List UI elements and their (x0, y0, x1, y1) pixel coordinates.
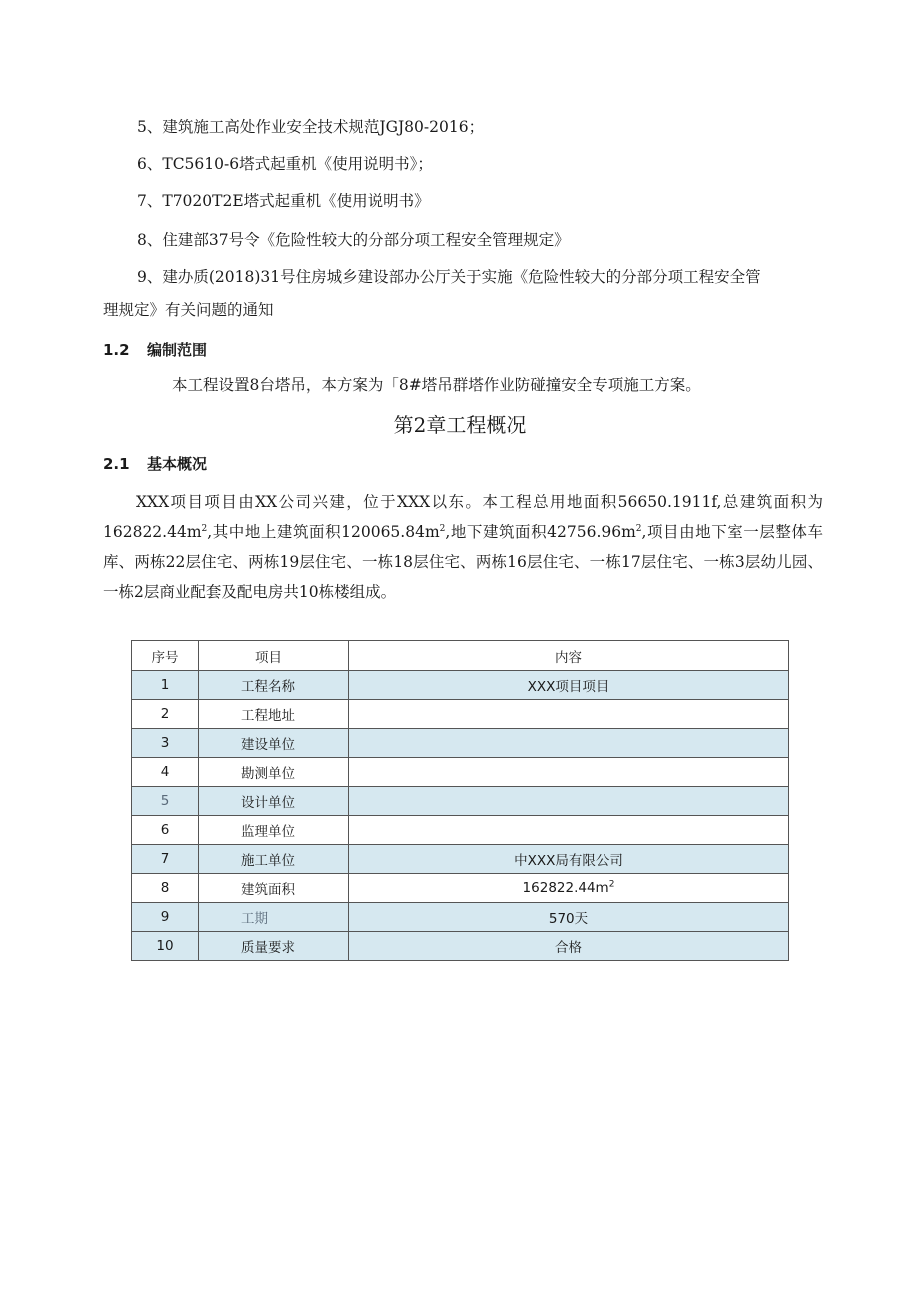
cell-content (349, 729, 789, 758)
header-no: 序号 (132, 641, 199, 671)
table-row (132, 932, 789, 961)
cell-item: 施工单位 (199, 845, 349, 874)
cell-content: XXX项目项目 (349, 671, 789, 700)
reference-item-7: 7、T7020T2E塔式起重机《使用说明书》 (137, 192, 430, 210)
cell-item: 建设单位 (199, 729, 349, 758)
cell-no: 3 (132, 729, 199, 758)
cell-item: 工程地址 (199, 700, 349, 729)
overview-text-part: ,其中地上建筑面积120065.84m (207, 523, 440, 541)
cell-no: 5 (132, 787, 199, 816)
cell-no: 8 (132, 874, 199, 903)
reference-item-6: 6、TC5610-6塔式起重机《使用说明书》； (137, 155, 433, 173)
cell-item: 工程名称 (199, 671, 349, 700)
cell-content: 570天 (349, 903, 789, 932)
superscript: 2 (635, 523, 642, 534)
reference-item-5: 5、建筑施工高处作业安全技术规范JGJ80-2016； (137, 118, 485, 136)
reference-item-9: 9、建办质(2018)31号住房城乡建设部办公厅关于实施《危险性较大的分部分项工程安全管 (137, 268, 761, 286)
cell-content (349, 787, 789, 816)
table-row (132, 845, 789, 874)
cell-no: 7 (132, 845, 199, 874)
header-content: 内容 (349, 641, 789, 671)
overview-text-part: ,项目由地下室一层整体车库、两栋22层住宅、两栋19层住宅、一栋18层住宅、两栋16层住宅、一栋17层住宅、一栋3层幼儿园、一栋2层商业配套及配电房共10栋楼组成。 (103, 523, 823, 601)
cell-content (349, 816, 789, 845)
section-number: 2.1 (103, 455, 130, 473)
cell-no: 10 (132, 932, 199, 961)
cell-content (349, 874, 789, 903)
cell-no: 2 (132, 700, 199, 729)
cell-item: 设计单位 (199, 787, 349, 816)
table-row (132, 758, 789, 787)
table-row (132, 787, 789, 816)
cell-item: 质量要求 (199, 932, 349, 961)
cell-no: 4 (132, 758, 199, 787)
area-value: 162822.44m (522, 880, 609, 896)
chapter-title: 第2章工程概况 (393, 413, 527, 437)
cell-content (349, 758, 789, 787)
overview-text-part: XXX项目项目由XX公司兴建，位于XXX以东。本工程总用地面积56650.1911f,总建筑面积为162822.44m (103, 493, 823, 541)
cell-item: 工期 (199, 903, 349, 932)
table-row (132, 729, 789, 758)
cell-content (349, 700, 789, 729)
cell-no: 1 (132, 671, 199, 700)
superscript: 2 (608, 879, 615, 890)
cell-item: 监理单位 (199, 816, 349, 845)
scope-text: 本工程设置8台塔吊，本方案为「8#塔吊群塔作业防碰撞安全专项施工方案。 (172, 376, 701, 394)
cell-item: 勘测单位 (199, 758, 349, 787)
section-heading-1-2 (103, 339, 207, 361)
table-row (132, 874, 789, 903)
superscript: 2 (439, 523, 446, 534)
overview-paragraph (103, 487, 823, 607)
section-title: 基本概况 (147, 455, 208, 473)
cell-no: 6 (132, 816, 199, 845)
reference-item-8: 8、住建部37号令《危险性较大的分部分项工程安全管理规定》 (137, 231, 570, 249)
overview-text-part: ,地下建筑面积42756.96m (445, 523, 636, 541)
section-number: 1.2 (103, 341, 130, 359)
header-item: 项目 (199, 641, 349, 671)
cell-content: 中XXX局有限公司 (349, 845, 789, 874)
cell-content: 合格 (349, 932, 789, 961)
section-title: 编制范围 (147, 341, 208, 359)
table-row (132, 700, 789, 729)
section-heading-2-1 (103, 453, 207, 475)
table-row (132, 816, 789, 845)
cell-item: 建筑面积 (199, 874, 349, 903)
table-row (132, 671, 789, 700)
table-row (132, 903, 789, 932)
reference-item-9-continued: 理规定》有关问题的通知 (103, 301, 274, 319)
superscript: 2 (201, 523, 208, 534)
project-overview-table (131, 640, 789, 961)
cell-no: 9 (132, 903, 199, 932)
table-header-row (132, 641, 789, 671)
